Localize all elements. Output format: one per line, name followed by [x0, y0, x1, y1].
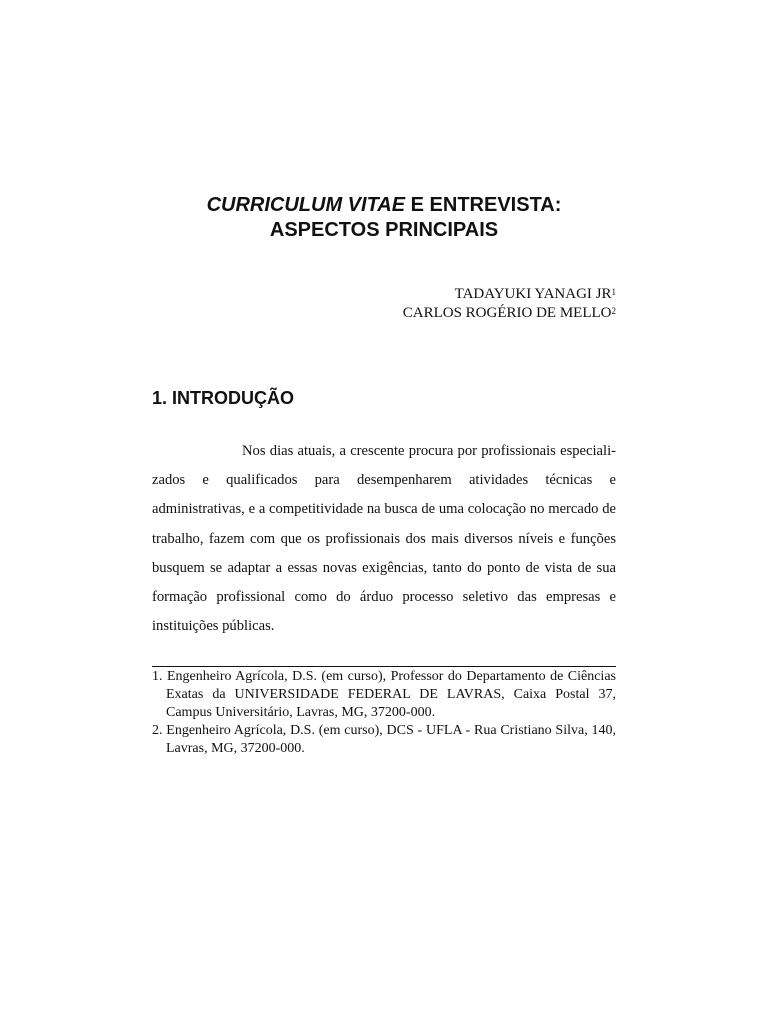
title-line2: ASPECTOS PRINCIPAIS: [269, 219, 499, 241]
title-rest-line1: E ENTREVISTA:: [405, 194, 562, 216]
footnote-2: 2. Engenheiro Agrícola, D.S. (em curso), DCS - UFLA - Rua Cristiano Silva, 140, Lavras, MG, 37200-000.: [152, 723, 616, 756]
author-1-name: TADAYUKI YANAGI JR: [454, 286, 612, 302]
author-2: [403, 304, 616, 323]
author-1-note-marker: 1: [611, 287, 616, 297]
author-1: [403, 285, 616, 304]
document-title: [0, 193, 768, 243]
author-2-name: CARLOS ROGÉRIO DE MELLO: [402, 305, 612, 321]
title-italic-part: CURRICULUM VITAE: [206, 194, 406, 216]
author-list: [403, 285, 616, 323]
footnote-1: 1. Engenheiro Agrícola, D.S. (em curso), Professor do Departamento de Ciências Exatas da UNIVERSIDADE FEDERAL DE LAVRAS, Caixa Postal 37, Campus Universitário, Lavras, MG, 37200-000.: [152, 669, 616, 720]
footnotes: [152, 666, 616, 758]
section-heading: 1. INTRODUÇÃO: [152, 388, 295, 408]
author-2-note-marker: 2: [611, 306, 616, 316]
intro-paragraph: Nos dias atuais, a crescente procura por profissionais especiali-zados e qualificados para desempenharem atividades técnicas e administrativas, e a competitividade na busca de uma colocação no mercado de trabalho, fazem com que os profissionais dos mais diversos níveis e funções busquem se adaptar a essas novas exigências, tanto do ponto de vista de sua formação profissional como do árduo processo seletivo das empresas e instituições públicas.: [152, 443, 616, 635]
